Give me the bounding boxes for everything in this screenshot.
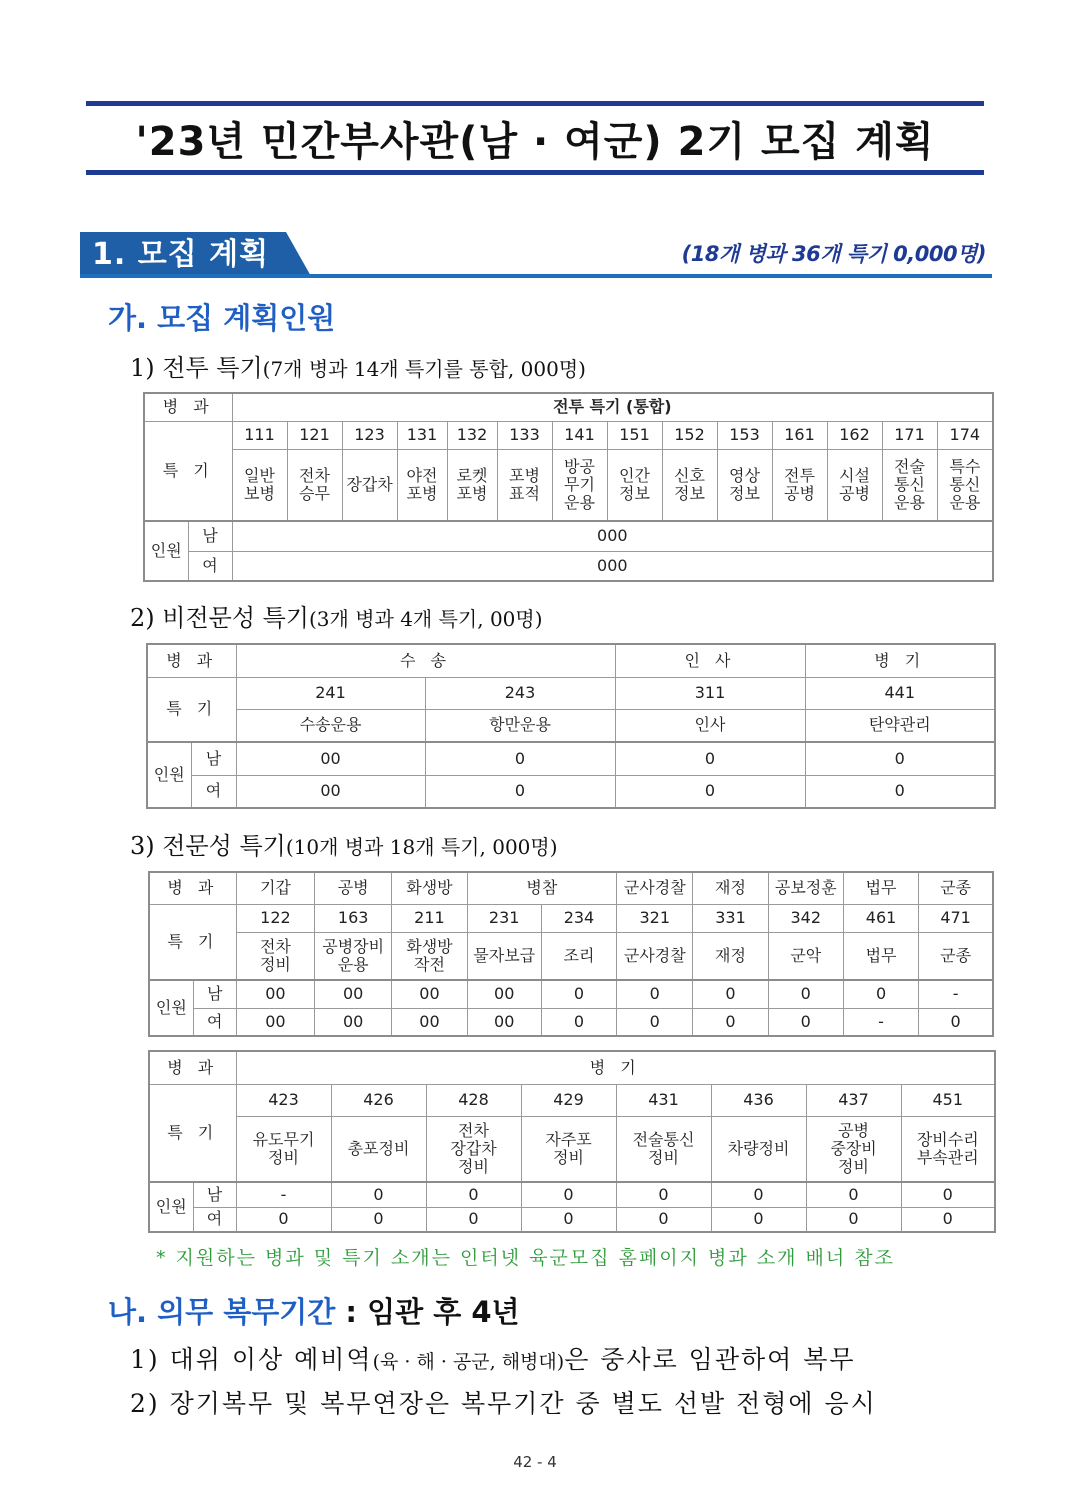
spec-name: 전술통신 정비 [616, 1116, 711, 1182]
male-count: 0 [541, 980, 616, 1008]
header-people: 인원 [149, 1182, 193, 1232]
female-count: 0 [616, 1207, 711, 1232]
spec-name: 물자보급 [467, 932, 541, 980]
spec-name: 인사 [615, 709, 805, 742]
branch-cell: 병참 [467, 872, 617, 904]
branch-cell: 공보정훈 [768, 872, 843, 904]
spec-code: 161 [772, 421, 827, 449]
para1-text-b: (육 · 해 · 공군, 해병대) [372, 1351, 565, 1373]
spec-name: 자주포 정비 [521, 1116, 616, 1182]
item-detail: (10개 병과 18개 특기, 000명) [285, 835, 558, 859]
female-count: 0 [426, 1207, 521, 1232]
spec-code: 423 [236, 1084, 331, 1116]
female-count: 0 [805, 775, 995, 808]
female-count: 0 [541, 1008, 616, 1036]
spec-code: 321 [617, 904, 693, 932]
paragraph-1 [130, 1340, 856, 1376]
spec-code: 428 [426, 1084, 521, 1116]
spec-code: 461 [843, 904, 918, 932]
female-count: 00 [236, 775, 425, 808]
spec-code: 153 [717, 421, 772, 449]
spec-code: 437 [806, 1084, 901, 1116]
header-female: 여 [191, 775, 236, 808]
header-branch: 병 과 [144, 393, 232, 421]
header-spec: 특 기 [147, 677, 236, 742]
section-header [80, 232, 312, 278]
male-count: 0 [693, 980, 768, 1008]
branch-combat: 전투 특기 (통합) [232, 393, 993, 421]
spec-code: 441 [805, 677, 995, 709]
spec-name: 공병 중장비 정비 [806, 1116, 901, 1182]
item-label: 1) 전투 특기 [130, 354, 263, 382]
spec-code: 234 [541, 904, 616, 932]
spec-name: 전차 승무 [287, 449, 342, 521]
footnote: * 지원하는 병과 및 특기 소개는 인터넷 육군모집 홈페이지 병과 소개 배너 참조 [156, 1247, 895, 1269]
spec-name: 재정 [693, 932, 768, 980]
header-branch: 병 과 [147, 644, 236, 677]
male-count: 0 [805, 742, 995, 775]
male-count: 0 [711, 1182, 806, 1207]
header-male: 남 [191, 742, 236, 775]
male-count: - [236, 1182, 331, 1207]
spec-name: 총포정비 [331, 1116, 426, 1182]
item-title-nonpro [130, 598, 543, 633]
branch-cell: 화생방 [392, 872, 467, 904]
female-count: 0 [521, 1207, 616, 1232]
para1-text-a: 1) 대위 이상 예비역 [130, 1345, 373, 1374]
pro-spec-table [148, 871, 994, 1037]
male-count: 0 [425, 742, 615, 775]
header-people: 인원 [147, 742, 191, 808]
spec-name: 장갑차 [342, 449, 397, 521]
male-count: 0 [768, 980, 843, 1008]
male-count: 0 [806, 1182, 901, 1207]
spec-code: 111 [232, 421, 287, 449]
branch-cell: 기갑 [236, 872, 314, 904]
female-count: 0 [331, 1207, 426, 1232]
male-count: 0 [617, 980, 693, 1008]
ordnance-spec-table [148, 1050, 996, 1233]
header-spec: 특 기 [149, 904, 236, 980]
header-spec: 특 기 [144, 421, 232, 521]
spec-name: 방공 무기 운용 [552, 449, 607, 521]
header-branch: 병 과 [149, 872, 236, 904]
spec-code: 122 [236, 904, 314, 932]
spec-code: 231 [467, 904, 541, 932]
spec-name: 시설 공병 [827, 449, 882, 521]
spec-name: 군사경찰 [617, 932, 693, 980]
spec-name: 전차 정비 [236, 932, 314, 980]
female-count: 000 [232, 551, 993, 581]
female-count: 0 [615, 775, 805, 808]
spec-code: 132 [447, 421, 497, 449]
female-count: 00 [315, 1008, 392, 1036]
male-count: 00 [315, 980, 392, 1008]
spec-code: 436 [711, 1084, 806, 1116]
spec-name: 조리 [541, 932, 616, 980]
spec-code: 331 [693, 904, 768, 932]
nonpro-spec-table [146, 643, 996, 809]
spec-code: 121 [287, 421, 342, 449]
male-count: 000 [232, 521, 993, 551]
spec-name: 인간 정보 [607, 449, 662, 521]
item-detail: (7개 병과 14개 특기를 통합, 000명) [262, 357, 586, 381]
female-count: 0 [236, 1207, 331, 1232]
female-count: 0 [901, 1207, 995, 1232]
header-female: 여 [188, 551, 232, 581]
male-count: 00 [467, 980, 541, 1008]
branch-cell: 공병 [315, 872, 392, 904]
header-male: 남 [193, 980, 236, 1008]
spec-name: 화생방 작전 [392, 932, 467, 980]
branch-cell: 수 송 [236, 644, 615, 677]
spec-code: 471 [919, 904, 993, 932]
spec-code: 131 [397, 421, 447, 449]
spec-code: 241 [236, 677, 425, 709]
spec-code: 162 [827, 421, 882, 449]
male-count: 0 [426, 1182, 521, 1207]
branch-ordnance: 병 기 [236, 1051, 995, 1084]
spec-name: 야전 포병 [397, 449, 447, 521]
spec-code: 342 [768, 904, 843, 932]
spec-code: 151 [607, 421, 662, 449]
paragraph-2: 2) 장기복무 및 복무연장은 복무기간 중 별도 선발 전형에 응시 [130, 1389, 877, 1418]
subsection-title-a: 가. 모집 계획인원 [108, 301, 336, 335]
branch-cell: 군사경찰 [617, 872, 693, 904]
subsection-title-b [108, 1290, 520, 1331]
spec-code: 431 [616, 1084, 711, 1116]
female-count: 0 [919, 1008, 993, 1036]
item-detail: (3개 병과 4개 특기, 00명) [309, 607, 543, 631]
header-people: 인원 [149, 980, 193, 1036]
male-count: - [919, 980, 993, 1008]
item-title-combat [130, 348, 586, 383]
female-count: 0 [425, 775, 615, 808]
male-count: 0 [615, 742, 805, 775]
duty-period-label: 나. 의무 복무기간 [108, 1295, 336, 1329]
spec-code: 163 [315, 904, 392, 932]
spec-name: 일반 보병 [232, 449, 287, 521]
female-count: 0 [617, 1008, 693, 1036]
spec-name: 항만운용 [425, 709, 615, 742]
spec-name: 전술 통신 운용 [882, 449, 937, 521]
spec-code: 141 [552, 421, 607, 449]
spec-name: 신호 정보 [662, 449, 717, 521]
spec-code: 243 [425, 677, 615, 709]
section-summary: (18개 병과 36개 특기 0,000명) [681, 242, 986, 266]
spec-code: 133 [497, 421, 552, 449]
spec-name: 장비수리 부속관리 [901, 1116, 995, 1182]
header-female: 여 [193, 1008, 236, 1036]
item-title-pro [130, 826, 558, 861]
header-male: 남 [193, 1182, 236, 1207]
section-title: 1. 모집 계획 [92, 237, 270, 272]
branch-cell: 인 사 [615, 644, 805, 677]
spec-code: 311 [615, 677, 805, 709]
title-bottom-rule [86, 170, 984, 175]
female-count: 00 [392, 1008, 467, 1036]
spec-name: 특수 통신 운용 [937, 449, 993, 521]
male-count: 0 [616, 1182, 711, 1207]
spec-name: 군악 [768, 932, 843, 980]
spec-name: 탄약관리 [805, 709, 995, 742]
female-count: 00 [236, 1008, 314, 1036]
male-count: 00 [392, 980, 467, 1008]
male-count: 0 [843, 980, 918, 1008]
section-underline [80, 274, 992, 278]
page-number: 42 - 4 [513, 1453, 557, 1471]
spec-code: 171 [882, 421, 937, 449]
female-count: 0 [711, 1207, 806, 1232]
header-people: 인원 [144, 521, 188, 581]
female-count: 0 [806, 1207, 901, 1232]
spec-name: 차량정비 [711, 1116, 806, 1182]
spec-name: 영상 정보 [717, 449, 772, 521]
male-count: 0 [331, 1182, 426, 1207]
spec-name: 전투 공병 [772, 449, 827, 521]
spec-name: 로켓 포병 [447, 449, 497, 521]
header-male: 남 [188, 521, 232, 551]
spec-code: 426 [331, 1084, 426, 1116]
male-count: 00 [236, 742, 425, 775]
spec-name: 포병 표적 [497, 449, 552, 521]
female-count: 00 [467, 1008, 541, 1036]
spec-code: 123 [342, 421, 397, 449]
spec-name: 공병장비 운용 [315, 932, 392, 980]
spec-code: 451 [901, 1084, 995, 1116]
item-label: 2) 비전문성 특기 [130, 604, 309, 632]
spec-name: 유도무기 정비 [236, 1116, 331, 1182]
header-branch: 병 과 [149, 1051, 236, 1084]
male-count: 00 [236, 980, 314, 1008]
male-count: 0 [521, 1182, 616, 1207]
spec-name: 법무 [843, 932, 918, 980]
header-female: 여 [193, 1207, 236, 1232]
spec-name: 수송운용 [236, 709, 425, 742]
spec-code: 211 [392, 904, 467, 932]
branch-cell: 병 기 [805, 644, 995, 677]
header-spec: 특 기 [149, 1084, 236, 1182]
female-count: - [843, 1008, 918, 1036]
duty-period-value: : 임관 후 4년 [335, 1295, 520, 1329]
female-count: 0 [693, 1008, 768, 1036]
spec-name: 전차 장갑차 정비 [426, 1116, 521, 1182]
spec-code: 152 [662, 421, 717, 449]
page-title: '23년 민간부사관(남 · 여군) 2기 모집 계획 [135, 118, 935, 165]
spec-code: 174 [937, 421, 993, 449]
male-count: 0 [901, 1182, 995, 1207]
combat-spec-table [143, 392, 994, 582]
spec-code: 429 [521, 1084, 616, 1116]
item-label: 3) 전문성 특기 [130, 832, 286, 860]
female-count: 0 [768, 1008, 843, 1036]
spec-name: 군종 [919, 932, 993, 980]
para1-text-c: 은 중사로 임관하여 복무 [564, 1345, 856, 1374]
branch-cell: 군종 [919, 872, 993, 904]
branch-cell: 법무 [843, 872, 918, 904]
branch-cell: 재정 [693, 872, 768, 904]
